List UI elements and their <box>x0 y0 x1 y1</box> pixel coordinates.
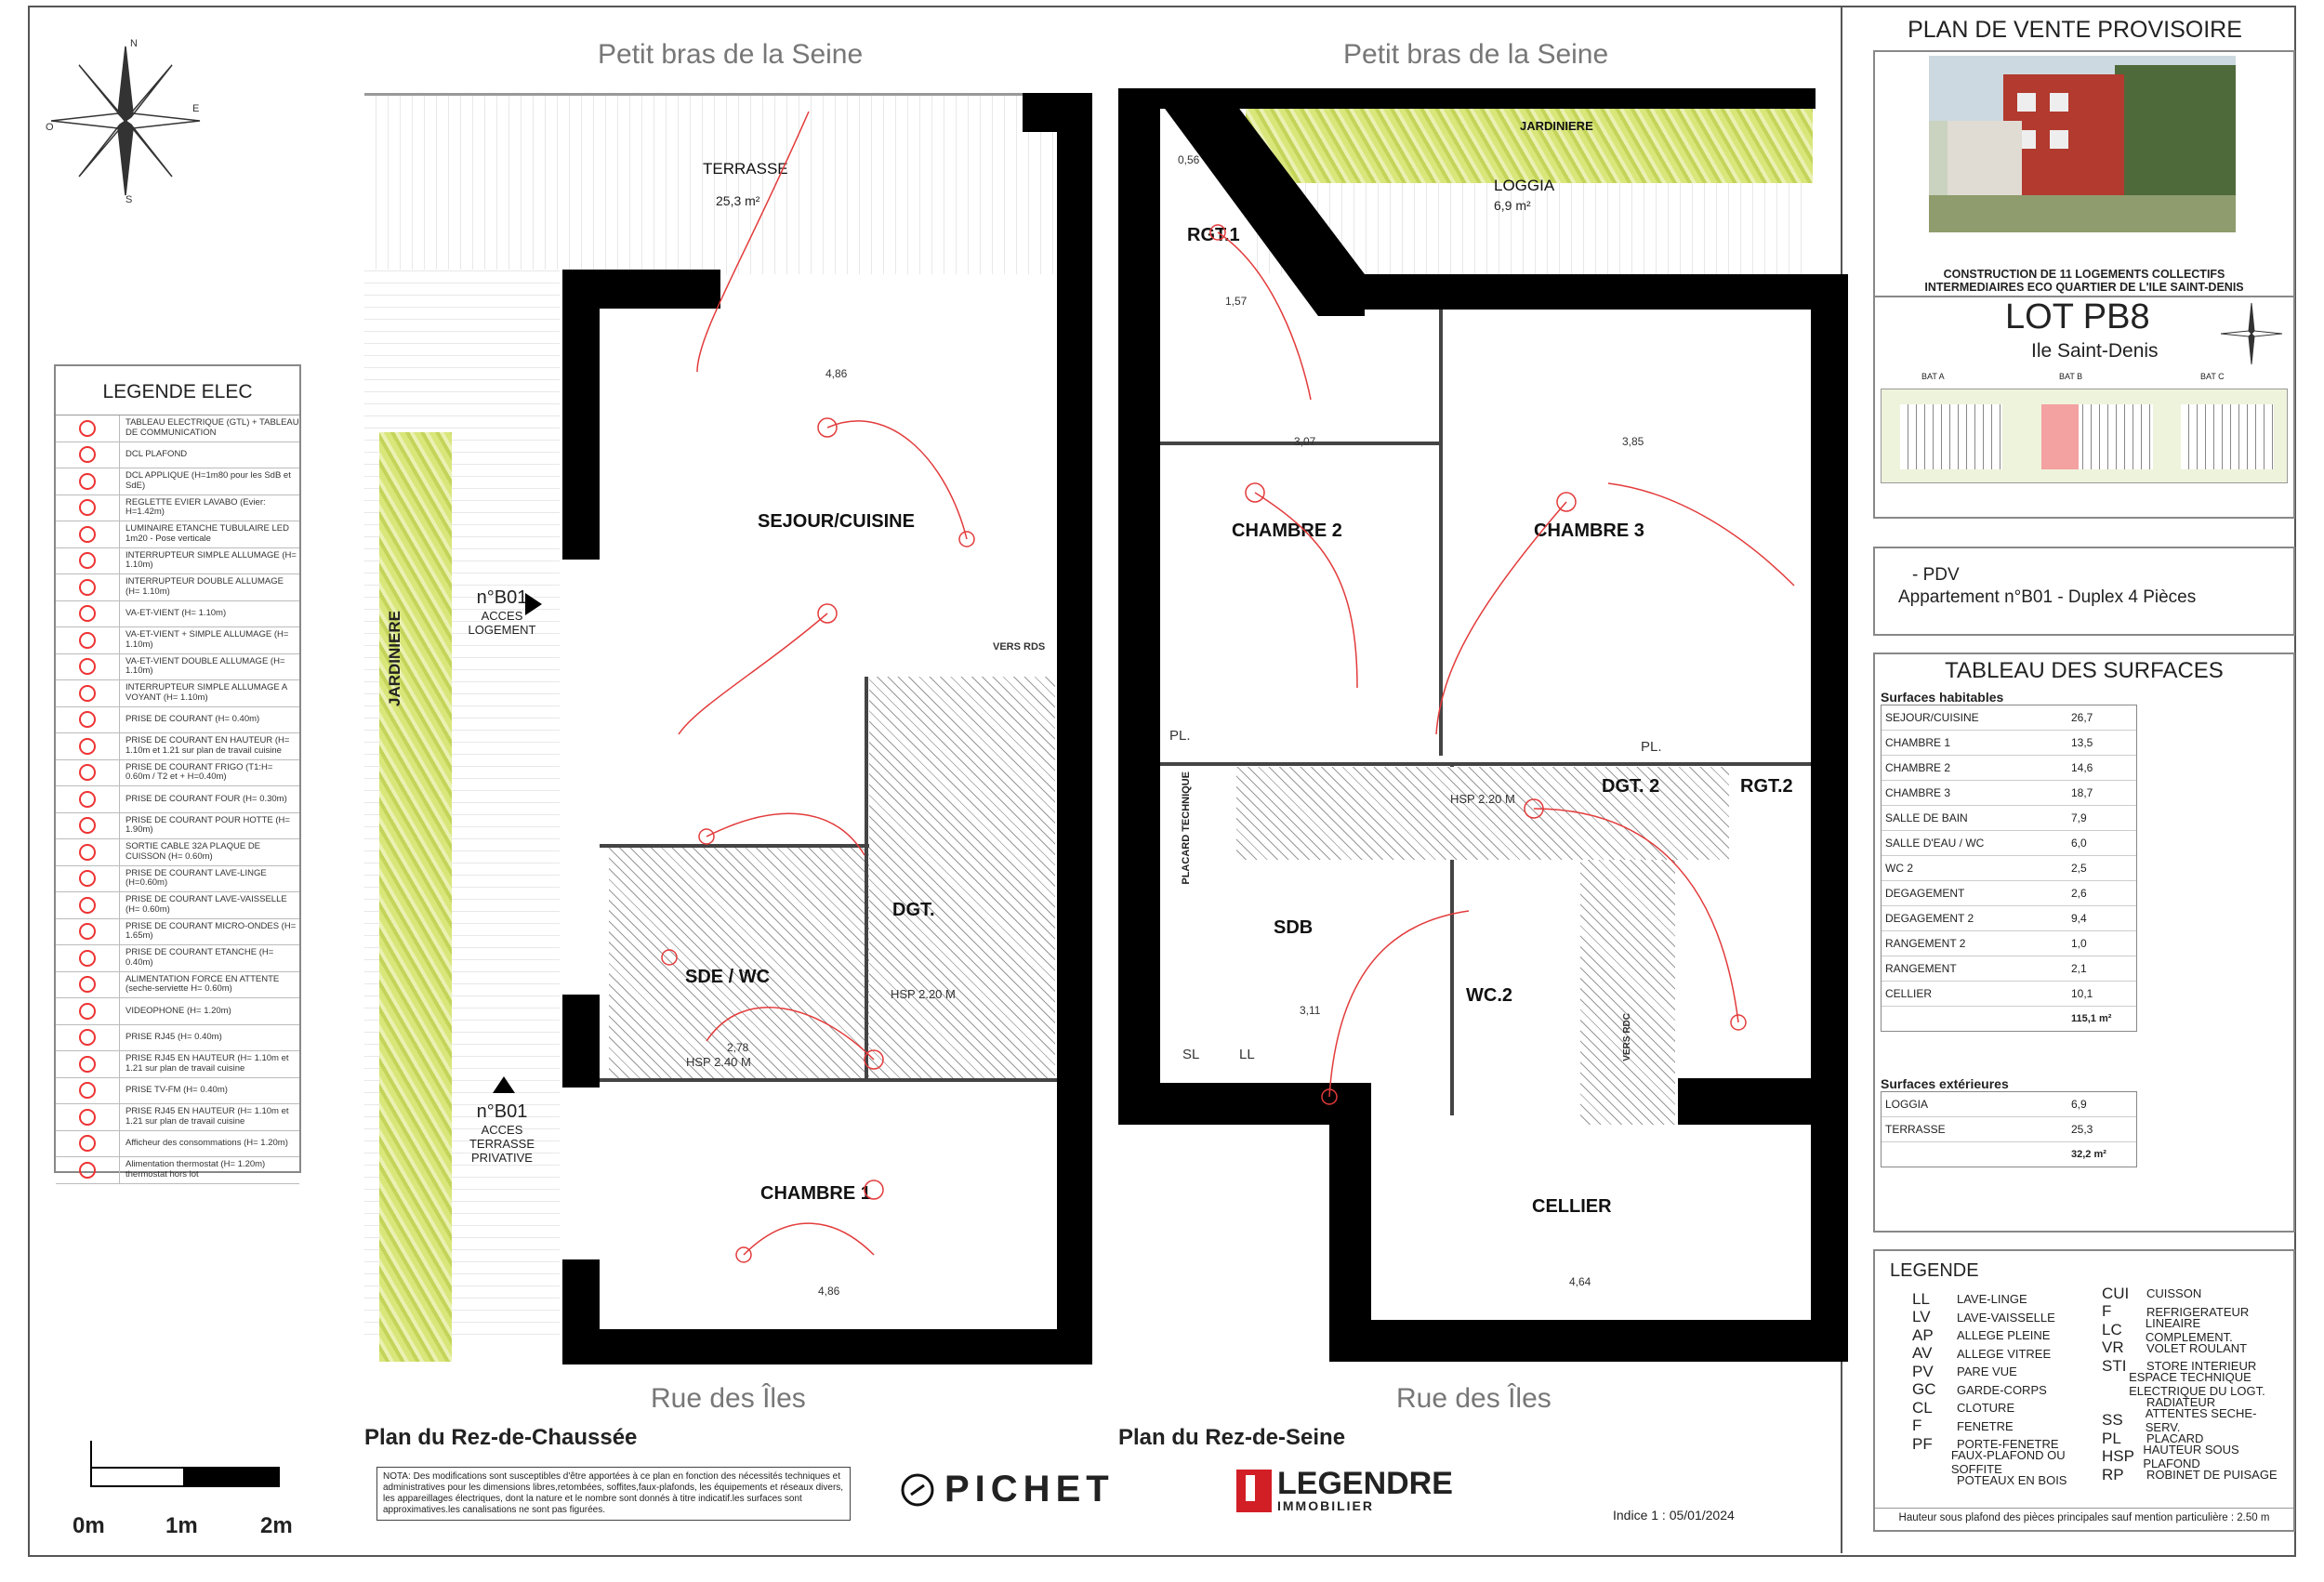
electrical-network-seine <box>1162 102 1813 1320</box>
legende-value: FAUX-PLAFOND OU SOFFITE <box>1950 1448 2066 1477</box>
surface-name: DEGAGEMENT <box>1885 887 1965 900</box>
legend-elec-row <box>56 1131 299 1158</box>
legend-elec-label: DCL APPLIQUE (H=1m80 pour les SdB et SdE) <box>125 470 291 491</box>
plan-title-ground: Plan du Rez-de-Chaussée <box>364 1425 638 1450</box>
surface-row <box>1882 881 2136 906</box>
legende-row <box>1912 1345 2098 1364</box>
surface-name: SALLE D'EAU / WC <box>1885 837 1985 850</box>
site-plan <box>1881 389 2288 483</box>
surface-row <box>1882 956 2136 982</box>
legende-value: PARE VUE <box>1957 1364 2017 1379</box>
legende-key: F <box>1912 1417 1922 1435</box>
pdv-line2: Appartement n°B01 - Duplex 4 Pièces <box>1898 587 2197 607</box>
dim-311: 3,11 <box>1300 1004 1321 1017</box>
river-label-right: Petit bras de la Seine <box>1343 39 1609 70</box>
room-rgt1: RGT.1 <box>1187 225 1240 245</box>
room-terrasse: TERRASSE <box>703 160 788 178</box>
legende-row <box>1912 1381 2098 1400</box>
access-terrasse: n°B01 ACCES TERRASSE PRIVATIVE <box>469 1101 535 1165</box>
legende-key: CL <box>1912 1398 1933 1417</box>
legend-elec-row <box>56 1157 299 1184</box>
legende-key: LL <box>1912 1289 1930 1308</box>
surface-name: CELLIER <box>1885 987 1933 1000</box>
lot-title: LOT PB8 <box>2005 297 2150 336</box>
label-sl: SL <box>1182 1047 1200 1062</box>
legend-elec-row <box>56 1025 299 1052</box>
legende-value: ALLEGE PLEINE <box>1957 1328 2051 1343</box>
legend-symbol-icon <box>56 468 120 494</box>
legend-elec-row <box>56 495 299 522</box>
surface-value: 7,9 <box>2071 811 2087 824</box>
legende-value: CLOTURE <box>1957 1401 2015 1416</box>
legende-value: GARDE-CORPS <box>1957 1382 2047 1397</box>
surface-value: 26,7 <box>2071 711 2093 724</box>
scale-1: 1m <box>165 1513 198 1538</box>
legend-elec-label: PRISE RJ45 (H= 0.40m) <box>125 1032 222 1042</box>
hsp-dgt2: HSP 2.20 M <box>1450 792 1515 806</box>
legend-elec-label: VA-ET-VIENT (H= 1.10m) <box>125 608 227 618</box>
legend-elec-row <box>56 866 299 893</box>
room-wc2: WC.2 <box>1466 985 1512 1006</box>
legende-key: STI <box>2102 1356 2127 1375</box>
legende-key: PF <box>1912 1434 1933 1453</box>
legend-symbol-icon <box>56 1104 120 1130</box>
surface-name: SEJOUR/CUISINE <box>1885 711 1979 724</box>
legende-value: ALLEGE VITREE <box>1957 1346 2052 1361</box>
label-ll: LL <box>1239 1047 1255 1062</box>
electrical-network-ground <box>558 93 1097 1366</box>
legende-value: CUISSON <box>2146 1286 2202 1301</box>
surface-row <box>1882 906 2136 931</box>
room-sejour: SEJOUR/CUISINE <box>758 511 915 532</box>
legende-key: F <box>2102 1302 2112 1321</box>
bat-c: BAT C <box>2200 372 2225 381</box>
street-label-right: Rue des Îles <box>1396 1383 1552 1414</box>
vers-rdc: VERS RDC <box>1622 1013 1632 1061</box>
legend-symbol-icon <box>56 442 120 468</box>
legende-value: LAVE-LINGE <box>1957 1292 2027 1307</box>
pichet-logo: PICHET <box>900 1469 1115 1510</box>
legendre-logo: LEGENDRE IMMOBILIER <box>1236 1469 1453 1513</box>
svg-text:O: O <box>46 122 54 133</box>
scale-bar <box>90 1467 280 1487</box>
legend-elec-label: LUMINAIRE ETANCHE TUBULAIRE LED 1m20 - Pose verticale <box>125 523 289 544</box>
legende-footer: Hauteur sous plafond des pièces principales sauf mention particulière : 2.50 m <box>1875 1508 2293 1523</box>
legend-elec-label: PRISE DE COURANT POUR HOTTE (H= 1.90m) <box>125 814 290 836</box>
legend-symbol-icon <box>56 866 120 892</box>
legend-symbol-icon <box>56 1131 120 1157</box>
surface-value: 14,6 <box>2071 761 2093 774</box>
legend-symbol-icon <box>56 707 120 733</box>
dim-486a: 4,86 <box>825 367 848 380</box>
surface-value: 6,9 <box>2071 1098 2087 1111</box>
surface-value: 2,6 <box>2071 887 2087 900</box>
dim-307: 3,07 <box>1294 435 1316 448</box>
pichet-logo-icon <box>900 1472 935 1508</box>
legend-elec-row <box>56 1104 299 1131</box>
legend-symbol-icon <box>56 919 120 945</box>
legende-row <box>1912 1326 2098 1345</box>
legend-elec-row <box>56 1051 299 1078</box>
legende-row <box>1912 1399 2098 1417</box>
legend-elec <box>54 364 301 1180</box>
room-chambre1: CHAMBRE 1 <box>760 1183 871 1204</box>
legende-value: FENETRE <box>1957 1418 2014 1433</box>
pdv-box <box>1873 547 2295 636</box>
legend-symbol-icon <box>56 627 120 653</box>
legend-symbol-icon <box>56 548 120 574</box>
legend-elec-label: PRISE DE COURANT FRIGO (T1:H= 0.60m / T2 et + H=0.40m) <box>125 761 273 783</box>
legend-elec-row <box>56 680 299 707</box>
legende-row <box>1912 1290 2098 1309</box>
pdv-line1: - PDV <box>1912 565 1960 585</box>
legende-key: SS <box>2102 1411 2123 1430</box>
surface-name: SALLE DE BAIN <box>1885 811 1968 824</box>
dim-464: 4,64 <box>1569 1275 1591 1288</box>
legende-value: RADIATEUR <box>2146 1395 2216 1410</box>
legend-symbol-icon <box>56 733 120 759</box>
legend-elec-label: PRISE DE COURANT FOUR (H= 0.30m) <box>125 793 287 804</box>
dim-278: 2,78 <box>727 1041 749 1054</box>
building-render-image <box>1929 56 2236 232</box>
surfaces-title: TABLEAU DES SURFACES <box>1945 658 2224 683</box>
indice: Indice 1 : 05/01/2024 <box>1613 1508 1735 1523</box>
legend-symbol-icon <box>56 998 120 1024</box>
legend-elec-row <box>56 945 299 972</box>
surface-name: RANGEMENT 2 <box>1885 937 1966 950</box>
legend-elec-label: PRISE DE COURANT ETANCHE (H= 0.40m) <box>125 947 274 968</box>
surface-row <box>1882 806 2136 831</box>
legend-elec-row <box>56 548 299 575</box>
legende-key: LV <box>1912 1308 1931 1326</box>
legende-value: PLACARD <box>2146 1431 2204 1446</box>
legend-symbol-icon <box>56 1157 120 1183</box>
legend-symbol-icon <box>56 601 120 627</box>
area-terrasse: 25,3 m² <box>716 193 760 208</box>
surface-value: 2,5 <box>2071 862 2087 875</box>
hsp-sde: HSP 2.40 M <box>686 1055 751 1069</box>
legende-value: ESPACE TECHNIQUE ELECTRIQUE DU LOGT. <box>2129 1370 2265 1399</box>
legende-row <box>2102 1466 2288 1484</box>
legend-symbol-icon <box>56 680 120 706</box>
legend-elec-row <box>56 919 299 946</box>
surface-row <box>1882 831 2136 856</box>
river-label-left: Petit bras de la Seine <box>598 39 864 70</box>
room-dgt2: DGT. 2 <box>1602 776 1660 797</box>
room-chambre3: CHAMBRE 3 <box>1534 521 1644 541</box>
scale-0: 0m <box>73 1513 105 1538</box>
caption-line2: INTERMEDIAIRES ECO QUARTIER DE L'ILE SAINT-DENIS <box>1924 281 2244 294</box>
legend-symbol-icon <box>56 839 120 865</box>
surface-row <box>1882 1092 2136 1117</box>
surface-value: 25,3 <box>2071 1123 2093 1136</box>
dim-385: 3,85 <box>1622 435 1644 448</box>
hsp-dgt: HSP 2.20 M <box>891 987 956 1001</box>
legende-key: AV <box>1912 1344 1933 1363</box>
surface-value: 13,5 <box>2071 736 2093 749</box>
legendre-logo-icon <box>1236 1470 1272 1512</box>
legende-key: AP <box>1912 1325 1934 1344</box>
legend-elec-label: REGLETTE EVIER LAVABO (Evier: H=1.42m) <box>125 496 266 518</box>
legend-symbol-icon <box>56 760 120 786</box>
legende-value: LINEAIRE COMPLEMENT. <box>2145 1315 2233 1344</box>
legende-row <box>2102 1443 2288 1471</box>
surface-row <box>1882 1117 2136 1142</box>
nota-box: NOTA: Des modifications sont susceptibles d'être apportées à ce plan en fonction des nécessités techniques et administratives pour les dimensions libres,retombées, soffites,faux-plafonds, les équipements et réseaux divers, les appareillages électriques, dont la nature et le nombre sont donnés à titre indicatif.les surfaces sont approximatives.les canalisations ne sont pas figurées. <box>376 1467 851 1521</box>
legende-value: PORTE-FENETRE <box>1957 1437 2059 1452</box>
surface-name: RANGEMENT <box>1885 962 1957 975</box>
room-rgt2: RGT.2 <box>1740 776 1793 797</box>
legend-symbol-icon <box>56 574 120 600</box>
svg-text:E: E <box>192 103 200 114</box>
surfaces-hab-title: Surfaces habitables <box>1881 690 2004 705</box>
legende-title: LEGENDE <box>1890 1260 1979 1281</box>
surface-value: 6,0 <box>2071 837 2087 850</box>
legend-elec-label: VA-ET-VIENT + SIMPLE ALLUMAGE (H= 1.10m) <box>125 629 289 650</box>
svg-text:S: S <box>125 194 133 204</box>
legend-elec-label: PRISE RJ45 EN HAUTEUR (H= 1.10m et 1.21 sur plan de travail cuisine <box>125 1053 289 1074</box>
legend-elec-label: SORTIE CABLE 32A PLAQUE DE CUISSON (H= 0.60m) <box>125 841 261 862</box>
hab-total: 115,1 m² <box>2071 1013 2112 1024</box>
legend-elec-row <box>56 972 299 999</box>
caption-line1: CONSTRUCTION DE 11 LOGEMENTS COLLECTIFS <box>1943 268 2225 281</box>
legend-symbol-icon <box>56 1051 120 1077</box>
legend-symbol-icon <box>56 945 120 971</box>
legende-value: REFRIGERATEUR <box>2146 1304 2250 1319</box>
legend-elec-label: PRISE DE COURANT LAVE-VAISSELLE (H= 0.60m) <box>125 894 287 915</box>
legend-elec-row <box>56 415 299 442</box>
legend-elec-title: LEGENDE ELEC <box>56 366 299 415</box>
legend-symbol-icon <box>56 892 120 918</box>
surfaces-ext-table <box>1881 1091 2137 1167</box>
legend-elec-row <box>56 998 299 1025</box>
legend-elec-label: INTERRUPTEUR SIMPLE ALLUMAGE (H= 1.10m) <box>125 549 297 571</box>
access-logement: n°B01 ACCES LOGEMENT <box>468 587 536 637</box>
room-sdb: SDB <box>1274 917 1314 938</box>
legende-value: ATTENTES SECHE-SERV. <box>2145 1406 2257 1435</box>
legend-elec-row <box>56 813 299 840</box>
legende-value: POTEAUX EN BOIS <box>1957 1473 2067 1488</box>
surfaces-ext-title: Surfaces extérieures <box>1881 1076 2009 1091</box>
arrow-right-icon <box>525 593 542 615</box>
jardiniere-left <box>379 432 452 1362</box>
surface-value: 18,7 <box>2071 786 2093 799</box>
surface-name: CHAMBRE 1 <box>1885 736 1951 749</box>
legende-row <box>2102 1370 2288 1399</box>
legend-symbol-icon <box>56 813 120 839</box>
render-box <box>1873 50 2295 307</box>
room-dgt: DGT. <box>892 900 935 920</box>
legend-symbol-icon <box>56 495 120 521</box>
legend-symbol-icon <box>56 1025 120 1051</box>
legende-row <box>2102 1285 2288 1303</box>
legende-value: HAUTEUR SOUS PLAFOND <box>2143 1443 2239 1471</box>
legend-elec-label: PRISE DE COURANT EN HAUTEUR (H= 1.10m et 1.21 sur plan de travail cuisine <box>125 735 290 756</box>
bat-b: BAT B <box>2059 372 2083 381</box>
legend-elec-row <box>56 601 299 628</box>
room-loggia: LOGGIA <box>1494 177 1555 194</box>
dim-056: 0,56 <box>1178 153 1200 166</box>
legend-elec-row <box>56 733 299 760</box>
legend-elec-label: PRISE DE COURANT (H= 0.40m) <box>125 714 260 724</box>
legend-elec-row <box>56 839 299 866</box>
surface-row <box>1882 756 2136 781</box>
dim-157: 1,57 <box>1225 295 1248 308</box>
surface-name: WC 2 <box>1885 862 1913 875</box>
legende-row <box>2102 1406 2288 1435</box>
legende-row <box>1912 1448 2098 1477</box>
dim-486b: 4,86 <box>818 1285 840 1298</box>
legende-key: GC <box>1912 1380 1936 1399</box>
legend-elec-row <box>56 627 299 654</box>
scale-2: 2m <box>260 1513 293 1538</box>
compass-icon <box>2219 301 2284 366</box>
surface-value: 2,1 <box>2071 962 2087 975</box>
lot-box <box>1873 296 2295 519</box>
legend-elec-row <box>56 892 299 919</box>
legende-key: HSP <box>2102 1447 2134 1466</box>
surface-value: 1,0 <box>2071 937 2087 950</box>
surfaces-box <box>1873 653 2295 1233</box>
room-sde: SDE / WC <box>685 967 771 987</box>
lot-city: Ile Saint-Denis <box>2031 340 2159 362</box>
legende-key: PL <box>2102 1429 2121 1447</box>
legend-elec-label: VA-ET-VIENT DOUBLE ALLUMAGE (H= 1.10m) <box>125 655 285 677</box>
surfaces-hab-table <box>1881 705 2137 1032</box>
legend-elec-row <box>56 707 299 734</box>
legende-value: STORE INTERIEUR <box>2146 1359 2257 1374</box>
jardiniere-right-label: JARDINIERE <box>1520 119 1593 133</box>
svg-text:N: N <box>130 38 138 49</box>
legend-symbol-icon <box>56 972 120 998</box>
room-cellier: CELLIER <box>1532 1196 1612 1217</box>
sheet-title: PLAN DE VENTE PROVISOIRE <box>1908 17 2242 43</box>
legend-elec-row <box>56 468 299 495</box>
legend-elec-label: INTERRUPTEUR DOUBLE ALLUMAGE (H= 1.10m) <box>125 576 284 597</box>
surface-name: TERRASSE <box>1885 1123 1946 1136</box>
surface-row <box>1882 731 2136 756</box>
area-loggia: 6,9 m² <box>1494 198 1531 213</box>
street-label-left: Rue des Îles <box>651 1383 806 1414</box>
legend-elec-row <box>56 654 299 681</box>
surface-row <box>1882 705 2136 731</box>
legend-elec-row <box>56 574 299 601</box>
legend-elec-label: Afficheur des consommations (H= 1.20m) <box>125 1138 288 1148</box>
vers-rds: VERS RDS <box>993 641 1046 653</box>
legend-elec-label: INTERRUPTEUR SIMPLE ALLUMAGE A VOYANT (H= 1.10m) <box>125 682 287 703</box>
legend-elec-label: PRISE RJ45 EN HAUTEUR (H= 1.10m et 1.21 sur plan de travail cuisine <box>125 1106 289 1127</box>
legend-elec-label: PRISE TV-FM (H= 0.40m) <box>125 1085 228 1095</box>
legend-symbol-icon <box>56 786 120 812</box>
arrow-up-icon <box>493 1076 515 1093</box>
legend-symbol-icon <box>56 521 120 547</box>
legend-symbol-icon <box>56 1078 120 1104</box>
legende-row <box>1912 1363 2098 1381</box>
legend-elec-label: PRISE DE COURANT MICRO-ONDES (H= 1.65m) <box>125 920 297 942</box>
legende-value: ROBINET DE PUISAGE <box>2146 1468 2278 1483</box>
jardiniere-left-label: JARDINIERE <box>386 611 403 706</box>
label-pl2: PL. <box>1641 739 1662 755</box>
legend-elec-row <box>56 1078 299 1105</box>
legende-box <box>1873 1249 2295 1532</box>
legend-elec-label: Alimentation thermostat (H= 1.20m) thermostat hors lot <box>125 1159 266 1180</box>
surface-name: LOGGIA <box>1885 1098 1929 1111</box>
legend-elec-row <box>56 442 299 469</box>
surface-value: 9,4 <box>2071 912 2087 925</box>
legend-elec-row <box>56 521 299 548</box>
legend-elec-label: PRISE DE COURANT LAVE-LINGE (H=0.60m) <box>125 867 267 889</box>
surface-row <box>1882 781 2136 806</box>
legende-key: LC <box>2102 1320 2122 1338</box>
surface-row <box>1882 856 2136 881</box>
legende-key: CUI <box>2102 1284 2130 1302</box>
legend-elec-label: DCL PLAFOND <box>125 449 188 459</box>
surface-name: CHAMBRE 2 <box>1885 761 1951 774</box>
legende-value: LAVE-VAISSELLE <box>1957 1310 2055 1325</box>
plan-title-seine: Plan du Rez-de-Seine <box>1118 1425 1346 1450</box>
surface-row <box>1882 982 2136 1007</box>
ext-total: 32,2 m² <box>2071 1149 2106 1160</box>
surface-value: 10,1 <box>2071 987 2093 1000</box>
legende-row <box>1912 1417 2098 1436</box>
compass-rose-icon <box>42 37 209 204</box>
surface-row <box>1882 931 2136 956</box>
legende-key: RP <box>2102 1465 2124 1483</box>
legende-row <box>1912 1309 2098 1327</box>
room-placard: PLACARD TECHNIQUE <box>1181 771 1192 885</box>
surface-name: CHAMBRE 3 <box>1885 786 1951 799</box>
legende-value: VOLET ROULANT <box>2146 1340 2248 1355</box>
legend-elec-label: VIDEOPHONE (H= 1.20m) <box>125 1005 231 1016</box>
bat-a: BAT A <box>1921 372 1945 381</box>
legend-symbol-icon <box>56 415 120 442</box>
room-chambre2: CHAMBRE 2 <box>1232 521 1342 541</box>
legende-row <box>2102 1315 2288 1344</box>
label-pl1: PL. <box>1169 728 1191 744</box>
legend-symbol-icon <box>56 654 120 680</box>
legend-elec-label: ALIMENTATION FORCE EN ATTENTE (seche-serviette H= 0.60m) <box>125 973 280 995</box>
legende-key: PV <box>1912 1362 1934 1380</box>
surface-name: DEGAGEMENT 2 <box>1885 912 1974 925</box>
legend-elec-row <box>56 760 299 787</box>
legend-elec-row <box>56 786 299 813</box>
legende-key: VR <box>2102 1338 2124 1357</box>
legend-elec-label: TABLEAU ELECTRIQUE (GTL) + TABLEAU DE COMMUNICATION <box>125 417 299 438</box>
